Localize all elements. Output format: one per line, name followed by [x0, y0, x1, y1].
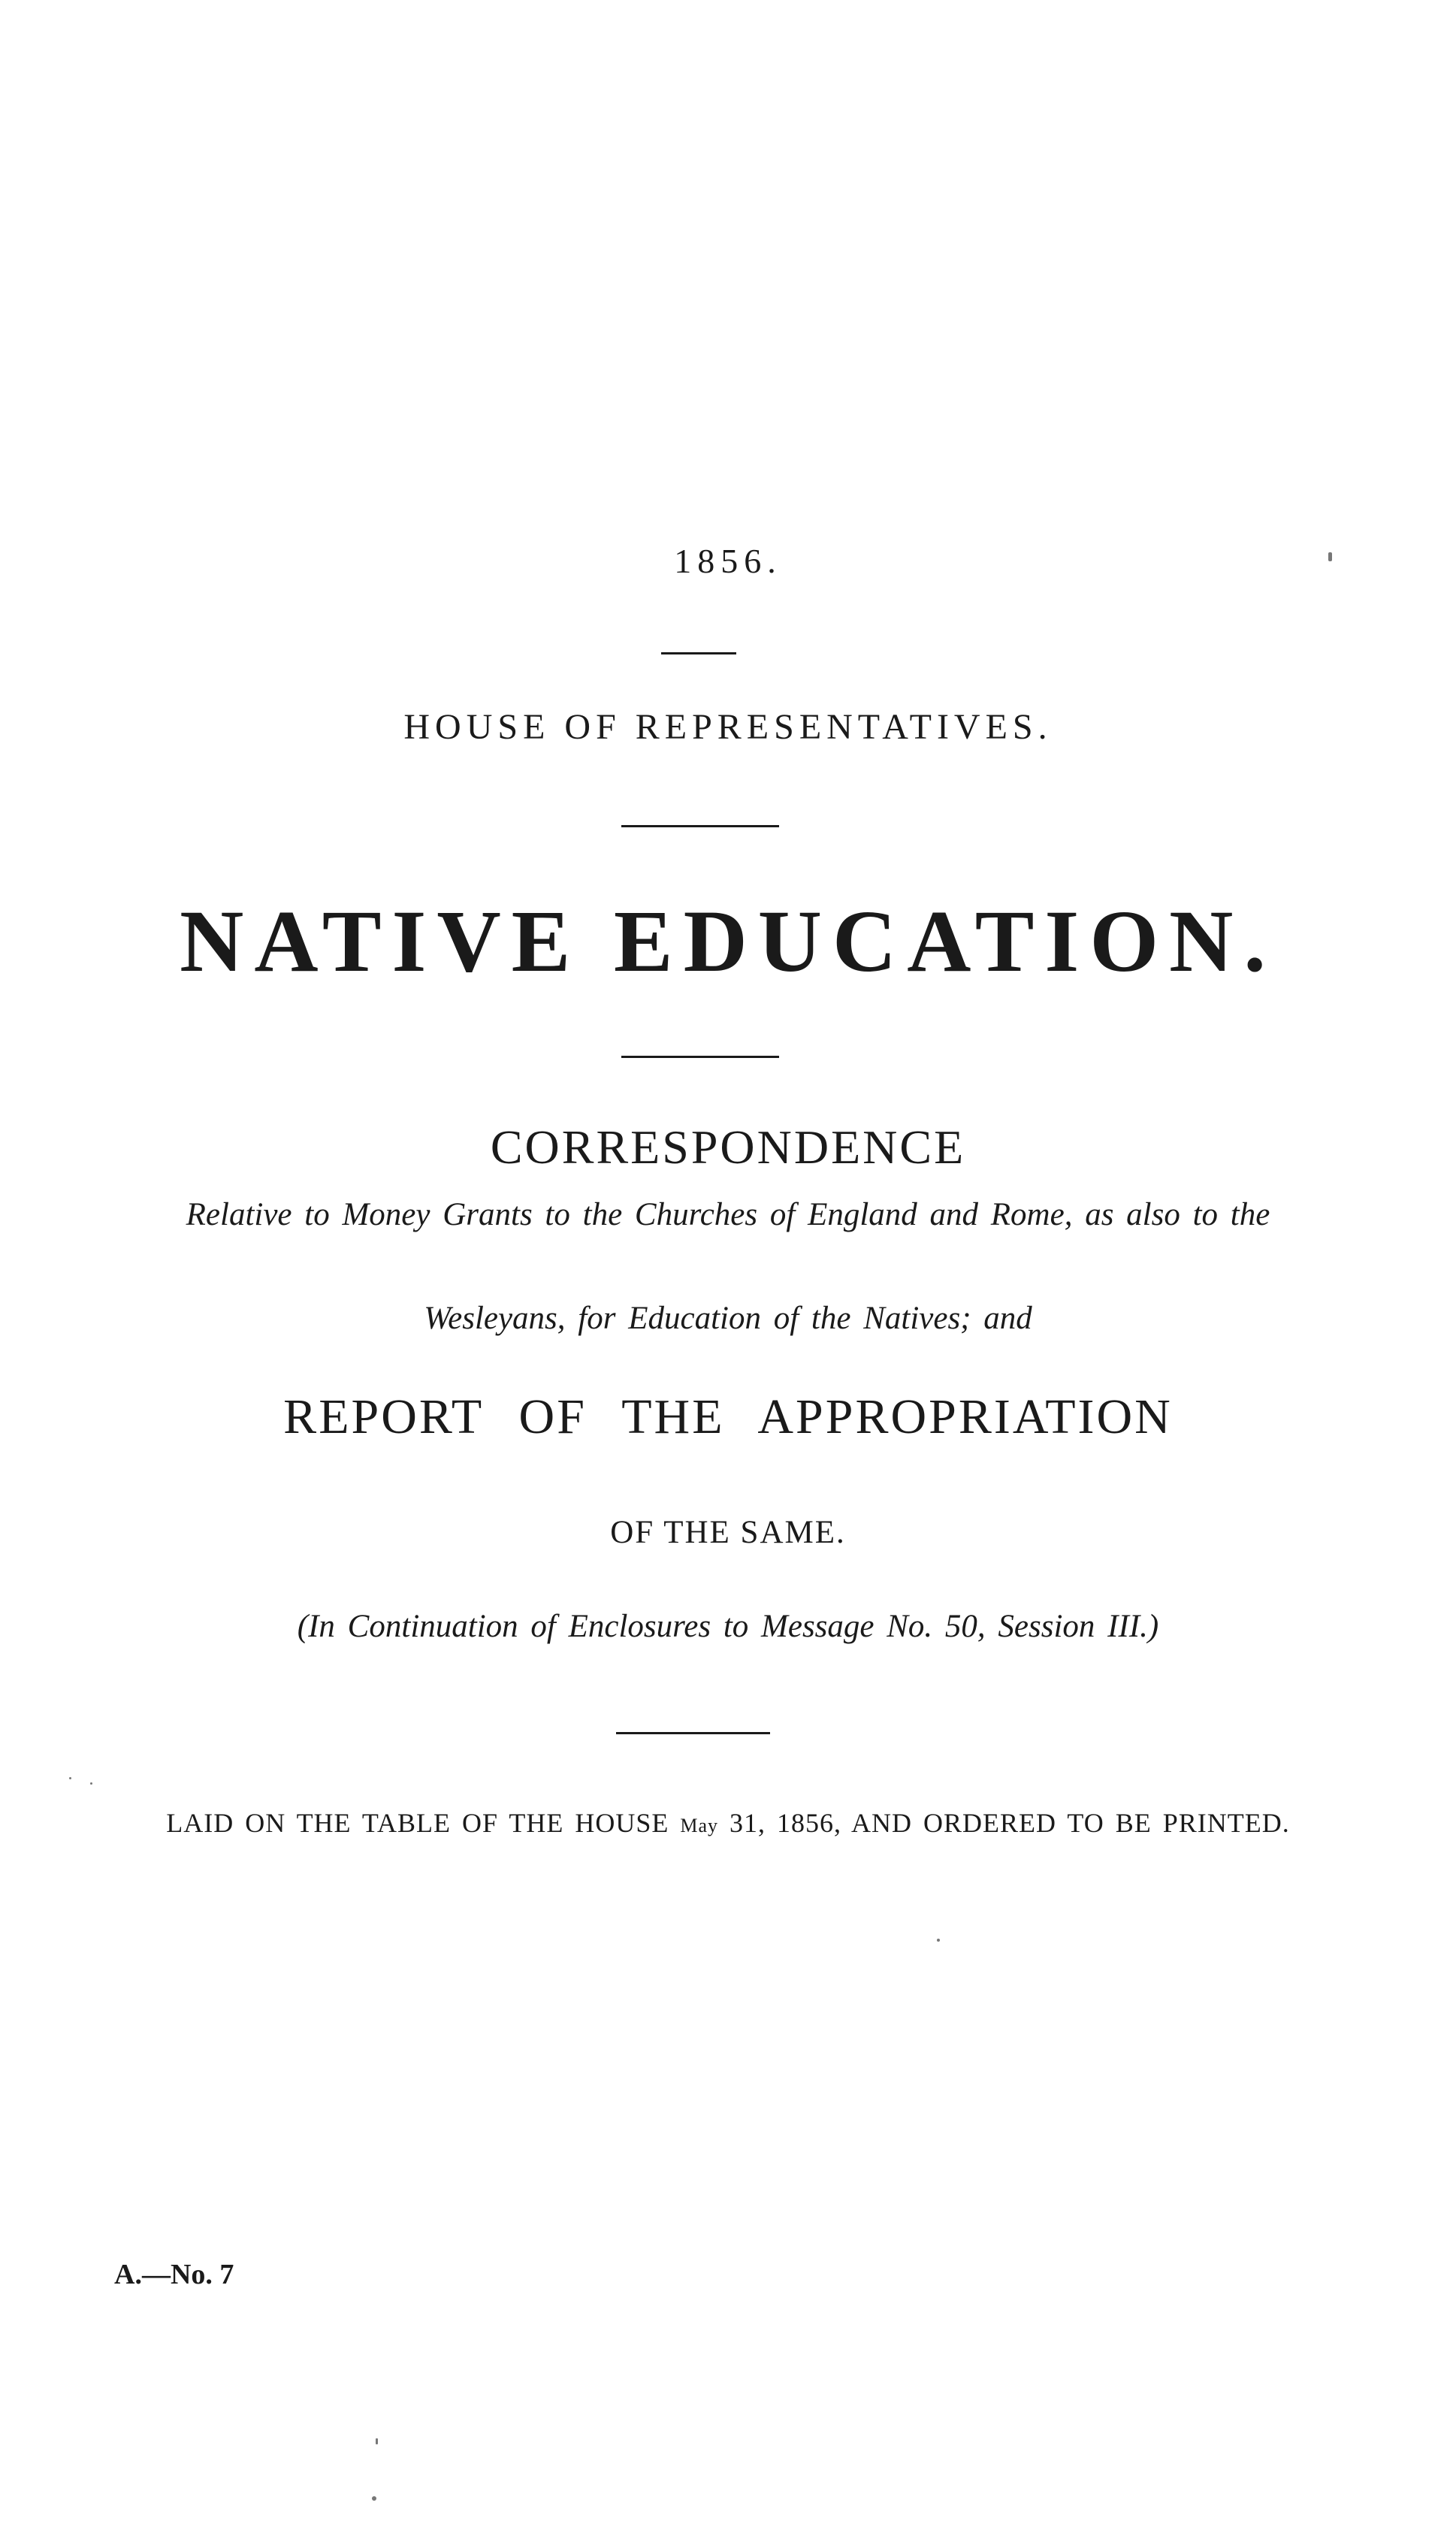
- year: 1856.: [674, 542, 782, 580]
- report-heading: REPORT OF THE APPROPRIATION: [283, 1389, 1173, 1444]
- laid-on-table-note: [0, 1807, 1456, 1839]
- rule-3: [621, 1056, 779, 1058]
- scan-speck: [90, 1782, 92, 1785]
- continuation-note: (In Continuation of Enclosures to Message No. 50, Session III.): [297, 1609, 1159, 1644]
- laid-month: May: [680, 1815, 719, 1836]
- report-subheading: OF THE SAME.: [610, 1515, 846, 1550]
- laid-prefix: LAID ON THE TABLE OF THE HOUSE: [166, 1808, 669, 1838]
- rule-4: [616, 1732, 770, 1734]
- correspondence-heading: CORRESPONDENCE: [490, 1120, 966, 1174]
- rule-1: [661, 652, 736, 654]
- subtitle-line-2: Wesleyans, for Education of the Natives; and: [424, 1301, 1032, 1336]
- document-reference: A.—No. 7: [114, 2259, 234, 2290]
- scan-speck: [937, 1939, 940, 1942]
- document-title: NATIVE EDUCATION.: [180, 892, 1276, 990]
- scan-speck: [372, 2496, 376, 2501]
- scan-speck: [1328, 552, 1332, 561]
- scan-speck: [69, 1777, 71, 1779]
- scan-speck: [376, 2438, 378, 2444]
- chamber-heading: HOUSE OF REPRESENTATIVES.: [403, 707, 1053, 747]
- subtitle-line-1: Relative to Money Grants to the Churches of England and Rome, as also to the: [186, 1197, 1270, 1232]
- rule-2: [621, 825, 779, 827]
- laid-suffix: 31, 1856, AND ORDERED TO BE PRINTED.: [730, 1808, 1290, 1838]
